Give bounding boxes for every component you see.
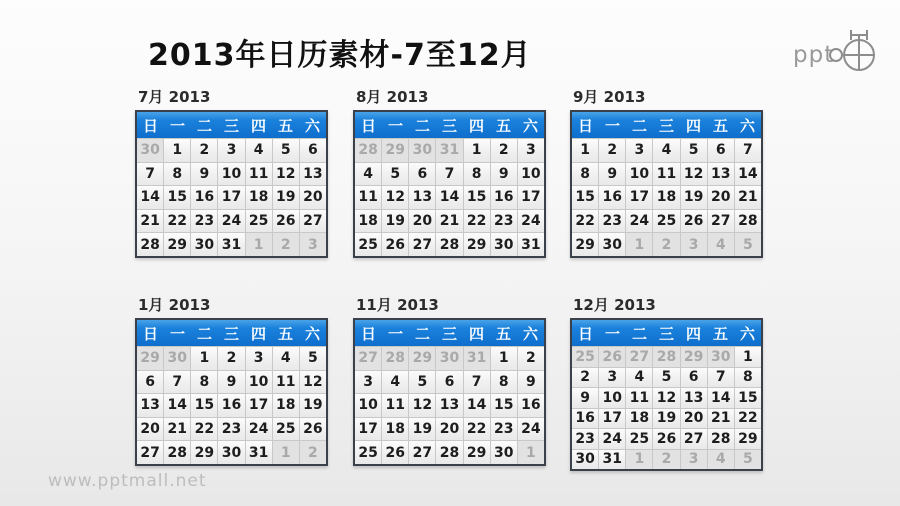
day-cell: 1 [735, 347, 761, 367]
day-cell: 23 [491, 418, 517, 441]
weekday-label: 一 [604, 324, 620, 343]
day-cell: 3 [599, 368, 625, 388]
day-cell: 22 [191, 418, 217, 441]
weekday-label: 五 [277, 324, 293, 343]
weekday-label: 一 [169, 116, 185, 135]
weekday-label: 日 [360, 324, 376, 343]
day-cell: 3 [626, 139, 652, 162]
day-cell: 22 [464, 210, 490, 233]
day-cell: 21 [137, 210, 163, 233]
day-cell: 2 [518, 347, 544, 370]
weekday-header [355, 320, 544, 346]
day-cell: 26 [300, 418, 326, 441]
month-label: 12月 2013 [573, 296, 656, 314]
day-cell-othermonth: 5 [735, 233, 761, 256]
month-calendar-6 [570, 296, 763, 471]
weekday-header [355, 112, 544, 138]
day-cell-othermonth: 5 [735, 450, 761, 470]
day-cell: 7 [708, 368, 734, 388]
day-cell: 11 [626, 388, 652, 408]
day-cell: 5 [681, 139, 707, 162]
weekday-label: 六 [304, 116, 320, 135]
month-label: 1月 2013 [138, 296, 211, 314]
day-cell-othermonth: 30 [436, 347, 462, 370]
day-cell: 20 [137, 418, 163, 441]
weekday-label: 一 [387, 116, 403, 135]
day-cell-othermonth: 1 [626, 450, 652, 470]
day-cell: 15 [164, 186, 190, 209]
month-calendar-1 [135, 88, 328, 258]
day-grid [572, 138, 761, 256]
day-cell: 14 [164, 394, 190, 417]
day-cell: 11 [653, 163, 679, 186]
day-cell: 4 [246, 139, 272, 162]
calendar-grid [353, 110, 546, 258]
day-cell: 27 [300, 210, 326, 233]
weekday-label: 六 [522, 116, 538, 135]
day-cell-othermonth: 28 [653, 347, 679, 367]
day-cell: 25 [355, 233, 381, 256]
day-cell: 14 [708, 388, 734, 408]
day-cell: 1 [572, 139, 598, 162]
day-cell: 7 [164, 371, 190, 394]
day-cell: 23 [191, 210, 217, 233]
day-cell: 7 [137, 163, 163, 186]
weekday-label: 三 [223, 324, 239, 343]
day-cell: 13 [681, 388, 707, 408]
day-cell: 8 [735, 368, 761, 388]
day-cell: 28 [708, 429, 734, 449]
month-label: 11月 2013 [356, 296, 439, 314]
weekday-label: 二 [196, 116, 212, 135]
day-cell: 8 [464, 163, 490, 186]
day-cell-othermonth: 3 [681, 233, 707, 256]
day-cell: 6 [137, 371, 163, 394]
day-cell: 20 [436, 418, 462, 441]
day-cell: 18 [273, 394, 299, 417]
day-cell: 6 [409, 163, 435, 186]
weekday-label: 五 [277, 116, 293, 135]
day-cell: 22 [164, 210, 190, 233]
day-cell: 15 [491, 394, 517, 417]
day-cell: 24 [518, 210, 544, 233]
weekday-label: 三 [223, 116, 239, 135]
day-cell: 30 [491, 441, 517, 464]
weekday-label: 六 [522, 324, 538, 343]
day-cell-othermonth: 3 [681, 450, 707, 470]
month-label: 8月 2013 [356, 88, 429, 106]
day-cell-othermonth: 28 [355, 139, 381, 162]
day-grid [355, 346, 544, 464]
day-cell: 5 [300, 347, 326, 370]
day-cell: 18 [653, 186, 679, 209]
month-calendar-3 [570, 88, 763, 258]
day-cell: 29 [191, 441, 217, 464]
day-cell: 11 [382, 394, 408, 417]
day-cell: 10 [626, 163, 652, 186]
day-cell: 22 [735, 409, 761, 429]
day-cell: 17 [626, 186, 652, 209]
day-cell: 8 [491, 371, 517, 394]
day-cell: 10 [599, 388, 625, 408]
day-cell: 12 [382, 186, 408, 209]
weekday-label: 五 [712, 116, 728, 135]
day-cell: 28 [164, 441, 190, 464]
day-cell: 14 [436, 186, 462, 209]
day-cell-othermonth: 2 [273, 233, 299, 256]
weekday-label: 二 [631, 116, 647, 135]
day-cell: 26 [273, 210, 299, 233]
day-cell: 18 [355, 210, 381, 233]
day-cell: 11 [355, 186, 381, 209]
day-cell-othermonth: 3 [300, 233, 326, 256]
weekday-label: 日 [577, 116, 593, 135]
day-cell: 30 [218, 441, 244, 464]
day-cell: 9 [518, 371, 544, 394]
weekday-label: 四 [250, 324, 266, 343]
day-cell: 9 [572, 388, 598, 408]
day-cell-othermonth: 25 [572, 347, 598, 367]
day-cell: 26 [653, 429, 679, 449]
weekday-label: 三 [441, 324, 457, 343]
day-cell: 15 [572, 186, 598, 209]
day-cell: 9 [599, 163, 625, 186]
weekday-label: 五 [495, 116, 511, 135]
day-cell: 2 [572, 368, 598, 388]
ppt-logo [792, 24, 884, 76]
day-cell: 29 [572, 233, 598, 256]
day-cell: 27 [681, 429, 707, 449]
day-cell-othermonth: 31 [436, 139, 462, 162]
day-cell: 6 [300, 139, 326, 162]
weekday-header [137, 320, 326, 346]
day-cell: 15 [464, 186, 490, 209]
day-cell: 7 [464, 371, 490, 394]
day-cell: 13 [436, 394, 462, 417]
day-cell: 10 [218, 163, 244, 186]
weekday-label: 三 [441, 116, 457, 135]
day-cell: 8 [191, 371, 217, 394]
day-cell: 13 [300, 163, 326, 186]
day-cell-othermonth: 29 [409, 347, 435, 370]
day-cell: 4 [273, 347, 299, 370]
day-cell-othermonth: 26 [599, 347, 625, 367]
day-cell: 20 [409, 210, 435, 233]
day-cell: 14 [464, 394, 490, 417]
day-cell: 4 [653, 139, 679, 162]
day-cell: 9 [491, 163, 517, 186]
day-cell-othermonth: 27 [626, 347, 652, 367]
day-cell: 24 [246, 418, 272, 441]
calendar-grid [135, 110, 328, 258]
day-cell: 19 [409, 418, 435, 441]
day-cell: 16 [518, 394, 544, 417]
day-cell: 9 [191, 163, 217, 186]
day-cell: 13 [409, 186, 435, 209]
day-grid [572, 346, 761, 469]
day-cell: 24 [599, 429, 625, 449]
day-cell: 25 [355, 441, 381, 464]
day-cell: 28 [436, 441, 462, 464]
day-cell: 10 [518, 163, 544, 186]
day-cell: 14 [137, 186, 163, 209]
day-cell: 3 [218, 139, 244, 162]
day-cell: 5 [653, 368, 679, 388]
day-cell: 1 [464, 139, 490, 162]
day-cell: 19 [300, 394, 326, 417]
day-cell: 13 [708, 163, 734, 186]
page-title: 2013年日历素材-7至12月 [148, 38, 532, 73]
day-cell: 27 [409, 233, 435, 256]
day-cell-othermonth: 30 [137, 139, 163, 162]
day-cell: 12 [273, 163, 299, 186]
day-cell: 16 [218, 394, 244, 417]
day-cell: 30 [491, 233, 517, 256]
day-cell: 3 [246, 347, 272, 370]
day-cell: 19 [273, 186, 299, 209]
day-cell: 25 [273, 418, 299, 441]
weekday-label: 六 [739, 116, 755, 135]
day-cell: 29 [464, 233, 490, 256]
day-cell-othermonth: 27 [355, 347, 381, 370]
day-cell-othermonth: 4 [708, 450, 734, 470]
weekday-label: 一 [604, 116, 620, 135]
day-cell: 16 [491, 186, 517, 209]
day-cell: 2 [191, 139, 217, 162]
month-calendar-4 [135, 296, 328, 466]
day-cell: 31 [518, 233, 544, 256]
calendar-grid [135, 318, 328, 466]
weekday-label: 五 [495, 324, 511, 343]
day-cell: 30 [572, 450, 598, 470]
day-cell: 3 [518, 139, 544, 162]
day-cell-othermonth: 31 [464, 347, 490, 370]
day-cell: 30 [191, 233, 217, 256]
day-cell: 31 [246, 441, 272, 464]
weekday-header [572, 112, 761, 138]
day-cell: 6 [436, 371, 462, 394]
day-cell: 6 [681, 368, 707, 388]
day-cell-othermonth: 1 [626, 233, 652, 256]
calendar-grid [353, 318, 546, 466]
day-cell: 17 [355, 418, 381, 441]
ppt-logo-icon [792, 24, 884, 76]
day-cell: 23 [218, 418, 244, 441]
day-cell: 4 [382, 371, 408, 394]
day-grid [137, 346, 326, 464]
day-cell-othermonth: 29 [681, 347, 707, 367]
weekday-label: 四 [468, 324, 484, 343]
calendar-grid [570, 318, 763, 471]
day-cell: 23 [572, 429, 598, 449]
day-cell: 25 [246, 210, 272, 233]
day-cell: 28 [436, 233, 462, 256]
day-cell: 12 [409, 394, 435, 417]
day-cell: 27 [137, 441, 163, 464]
day-cell: 16 [572, 409, 598, 429]
calendar-grid [570, 110, 763, 258]
day-grid [355, 138, 544, 256]
day-cell: 13 [137, 394, 163, 417]
day-cell: 16 [191, 186, 217, 209]
month-calendar-2 [353, 88, 546, 258]
day-cell-othermonth: 2 [300, 441, 326, 464]
day-cell: 17 [218, 186, 244, 209]
day-cell: 25 [653, 210, 679, 233]
day-cell: 9 [218, 371, 244, 394]
weekday-label: 四 [468, 116, 484, 135]
day-cell: 28 [137, 233, 163, 256]
weekday-label: 一 [169, 324, 185, 343]
day-cell: 19 [681, 186, 707, 209]
day-cell: 21 [708, 409, 734, 429]
weekday-label: 四 [685, 324, 701, 343]
day-cell: 8 [572, 163, 598, 186]
day-cell: 1 [491, 347, 517, 370]
day-cell-othermonth: 30 [409, 139, 435, 162]
day-cell: 1 [191, 347, 217, 370]
day-cell: 15 [735, 388, 761, 408]
day-cell: 17 [599, 409, 625, 429]
day-cell-othermonth: 2 [653, 450, 679, 470]
day-cell: 12 [653, 388, 679, 408]
day-cell: 18 [246, 186, 272, 209]
day-cell: 21 [436, 210, 462, 233]
day-cell: 18 [382, 418, 408, 441]
day-cell: 29 [735, 429, 761, 449]
day-cell: 15 [191, 394, 217, 417]
weekday-header [572, 320, 761, 346]
day-cell: 31 [599, 450, 625, 470]
day-cell: 4 [355, 163, 381, 186]
day-cell-othermonth: 30 [708, 347, 734, 367]
day-cell: 21 [735, 186, 761, 209]
day-cell: 10 [355, 394, 381, 417]
day-cell: 12 [300, 371, 326, 394]
day-cell: 23 [599, 210, 625, 233]
day-cell: 4 [626, 368, 652, 388]
day-cell: 20 [708, 186, 734, 209]
day-cell: 29 [464, 441, 490, 464]
weekday-label: 日 [360, 116, 376, 135]
day-cell: 20 [300, 186, 326, 209]
day-cell: 2 [218, 347, 244, 370]
day-cell: 2 [491, 139, 517, 162]
day-cell: 22 [572, 210, 598, 233]
day-cell: 7 [436, 163, 462, 186]
day-cell: 23 [491, 210, 517, 233]
day-grid [137, 138, 326, 256]
weekday-label: 二 [196, 324, 212, 343]
day-cell: 22 [464, 418, 490, 441]
day-cell: 11 [273, 371, 299, 394]
day-cell: 5 [409, 371, 435, 394]
day-cell: 5 [382, 163, 408, 186]
watermark: www.pptmall.net [48, 471, 207, 491]
day-cell: 19 [653, 409, 679, 429]
day-cell: 11 [246, 163, 272, 186]
day-cell: 24 [626, 210, 652, 233]
day-cell: 24 [518, 418, 544, 441]
day-cell: 19 [382, 210, 408, 233]
month-label: 9月 2013 [573, 88, 646, 106]
day-cell: 18 [626, 409, 652, 429]
day-cell: 26 [681, 210, 707, 233]
day-cell-othermonth: 1 [273, 441, 299, 464]
day-cell: 3 [355, 371, 381, 394]
weekday-label: 日 [142, 116, 158, 135]
weekday-label: 日 [142, 324, 158, 343]
weekday-label: 日 [577, 324, 593, 343]
day-cell-othermonth: 28 [382, 347, 408, 370]
day-cell: 21 [164, 418, 190, 441]
month-label: 7月 2013 [138, 88, 211, 106]
day-cell: 25 [626, 429, 652, 449]
day-cell-othermonth: 2 [653, 233, 679, 256]
day-cell: 26 [382, 233, 408, 256]
day-cell: 12 [681, 163, 707, 186]
weekday-label: 六 [739, 324, 755, 343]
logo-text: ppt [793, 42, 835, 68]
day-cell: 1 [164, 139, 190, 162]
day-cell-othermonth: 30 [164, 347, 190, 370]
day-cell-othermonth: 4 [708, 233, 734, 256]
day-cell: 17 [518, 186, 544, 209]
weekday-label: 二 [631, 324, 647, 343]
weekday-label: 三 [658, 324, 674, 343]
day-cell: 26 [382, 441, 408, 464]
weekday-label: 四 [685, 116, 701, 135]
day-cell: 27 [409, 441, 435, 464]
day-cell: 2 [599, 139, 625, 162]
weekday-label: 六 [304, 324, 320, 343]
weekday-label: 一 [387, 324, 403, 343]
weekday-label: 二 [414, 324, 430, 343]
day-cell: 14 [735, 163, 761, 186]
day-cell: 31 [218, 233, 244, 256]
weekday-label: 二 [414, 116, 430, 135]
weekday-label: 五 [712, 324, 728, 343]
day-cell: 28 [735, 210, 761, 233]
day-cell: 30 [599, 233, 625, 256]
day-cell: 24 [218, 210, 244, 233]
month-calendar-5 [353, 296, 546, 466]
day-cell-othermonth: 29 [137, 347, 163, 370]
day-cell: 5 [273, 139, 299, 162]
day-cell-othermonth: 1 [246, 233, 272, 256]
weekday-header [137, 112, 326, 138]
day-cell: 8 [164, 163, 190, 186]
day-cell: 27 [708, 210, 734, 233]
day-cell: 16 [599, 186, 625, 209]
weekday-label: 三 [658, 116, 674, 135]
day-cell-othermonth: 29 [382, 139, 408, 162]
day-cell: 10 [246, 371, 272, 394]
day-cell: 7 [735, 139, 761, 162]
day-cell-othermonth: 1 [518, 441, 544, 464]
day-cell: 20 [681, 409, 707, 429]
day-cell: 6 [708, 139, 734, 162]
day-cell: 29 [164, 233, 190, 256]
day-cell: 17 [246, 394, 272, 417]
weekday-label: 四 [250, 116, 266, 135]
